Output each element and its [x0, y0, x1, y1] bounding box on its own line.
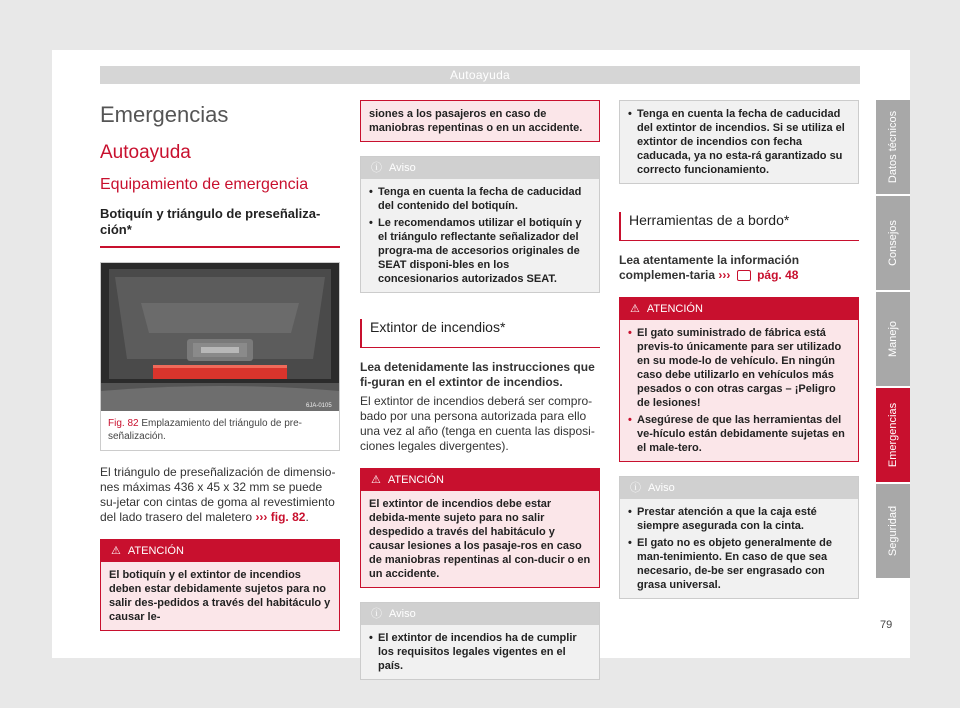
paragraph-end: .: [305, 510, 309, 524]
extinguisher-paragraph-1: Lea detenidamente las instrucciones que fi-guran en el extintor de incendios.: [360, 360, 595, 389]
attention-continued-text: siones a los pasajeros en caso de maniobras repentinas o en un accidente.: [361, 101, 599, 141]
info-icon: ⓘ: [371, 608, 382, 620]
attention-body: El extintor de incendios debe estar debida-mente sujeto para no salir despedido a través del habitáculo y causar lesiones a los pasaje-ros en caso de maniobras repentinas al con-ducir o en un accidente.: [361, 491, 599, 587]
trunk-lid-photo: [101, 263, 339, 411]
attention-header: [620, 298, 858, 320]
book-icon: [737, 270, 751, 281]
subsection-title: Equipamiento de emergencia: [100, 176, 309, 193]
figure-label: Fig. 82: [108, 418, 139, 429]
attention-title: ATENCIÓN: [127, 545, 184, 557]
extinguisher-paragraph-2: El extintor de incendios deberá ser compro-bado por una persona autorizada para ello una vez al año (tenga en cuenta las disposi-ciones legales divergentes).: [360, 394, 595, 453]
notice-box-continued: [619, 100, 859, 184]
attention-box-2: [360, 468, 600, 588]
running-header: Autoayuda: [100, 66, 860, 84]
tab-consejos[interactable]: Consejos: [876, 196, 910, 290]
triangle-paragraph: [100, 465, 340, 525]
list-item: • Prestar atención a que la caja esté siempre asegurada con la cinta.: [628, 506, 817, 532]
figure-caption-text: Emplazamiento del triángulo de pre-señalización.: [108, 418, 303, 442]
section-heading-extinguisher: Extintor de incendios*: [360, 319, 600, 348]
warning-icon: ⚠: [111, 545, 121, 557]
attention-header: [101, 540, 339, 562]
attention-body: [620, 320, 858, 461]
notice-header: [361, 157, 599, 179]
page-number: 79: [880, 619, 893, 631]
attention-box-3: [619, 297, 859, 462]
column-1: [100, 100, 340, 631]
topic-heading: Botiquín y triángulo de preseñaliza-ción*: [100, 206, 340, 248]
column-3: [619, 100, 859, 599]
figure-code: 6JA-0105: [306, 403, 332, 409]
info-icon: ⓘ: [371, 162, 382, 174]
notice-continued-body: [620, 101, 858, 183]
list-item: • Tenga en cuenta la fecha de caducidad del contenido del botiquín.: [369, 186, 582, 212]
section-heading-tools: Herramientas de a bordo*: [619, 212, 859, 241]
figure-82: [100, 262, 340, 451]
notice-title: Aviso: [389, 162, 416, 174]
notice-title: Aviso: [648, 482, 675, 494]
chapter-tabs: [876, 100, 910, 580]
warning-icon: ⚠: [630, 303, 640, 315]
notice-title: Aviso: [389, 608, 416, 620]
list-item: • El gato no es objeto generalmente de man-tenimiento. En caso de que sea necesario, de-be ser engrasado con grasa universal.: [628, 537, 832, 591]
section-title: Autoayuda: [100, 142, 191, 163]
tools-paragraph: [619, 253, 859, 283]
figure-link[interactable]: ››› fig. 82: [255, 510, 306, 524]
chapter-title: Emergencias: [100, 102, 229, 127]
attention-title: ATENCIÓN: [646, 303, 703, 315]
attention-title: ATENCIÓN: [387, 474, 444, 486]
list-item: • Tenga en cuenta la fecha de caducidad del extintor de incendios. Si se utiliza el extintor de incendios con fecha caducada, ya no esta-rá garantizado su correcto funcionamiento.: [628, 108, 845, 176]
tab-manejo[interactable]: Manejo: [876, 292, 910, 386]
notice-box-3: [619, 476, 859, 599]
info-icon: ⓘ: [630, 482, 641, 494]
notice-header: [361, 603, 599, 625]
notice-body: [361, 179, 599, 292]
figure-caption: [101, 411, 339, 450]
tab-datos-tecnicos[interactable]: Datos técnicos: [876, 100, 910, 194]
warning-icon: ⚠: [371, 474, 381, 486]
notice-box-1: [360, 156, 600, 293]
attention-box-1: [100, 539, 340, 631]
tools-paragraph-text: Lea atentamente la información complemen-taria: [619, 253, 800, 282]
list-item: • Le recomendamos utilizar el botiquín y el triángulo reflectante señalizador del progra-ma de accesorios originales de SEAT disponi-bles en los concesionarios autorizados SEAT.: [369, 217, 582, 285]
list-item: • El extintor de incendios ha de cumplir los requisitos legales vigentes en el país.: [369, 632, 577, 672]
notice-body: [361, 625, 599, 679]
tab-emergencias[interactable]: Emergencias: [876, 388, 910, 482]
page-reference-link[interactable]: pág. 48: [757, 268, 799, 282]
list-item: • El gato suministrado de fábrica está previs-to únicamente para ser utilizado en su mode-lo de vehículo. En ningún caso debe utilizarlo en vehículos más pesados o con otras cargas – ¡Peligro de lesiones!: [628, 327, 842, 409]
attention-body: El botiquín y el extintor de incendios deben estar debidamente sujetos para no salir des-pedidos a través del habitáculo y causar le-: [101, 562, 339, 630]
paragraph-text: El triángulo de preseñalización de dimensio-nes máximas 436 x 45 x 32 mm se puede su-jetar con cintas de goma al revestimiento del lado trasero del maletero: [100, 465, 336, 524]
page-reference-arrow[interactable]: ›››: [718, 268, 731, 282]
notice-box-2: [360, 602, 600, 680]
tab-seguridad[interactable]: Seguridad: [876, 484, 910, 578]
attention-box-1-continued: [360, 100, 600, 142]
attention-header: [361, 469, 599, 491]
notice-header: [620, 477, 858, 499]
notice-body: [620, 499, 858, 598]
column-2: [360, 100, 600, 680]
list-item: • Asegúrese de que las herramientas del ve-hículo están debidamente sujetas en el male-tero.: [628, 414, 845, 454]
